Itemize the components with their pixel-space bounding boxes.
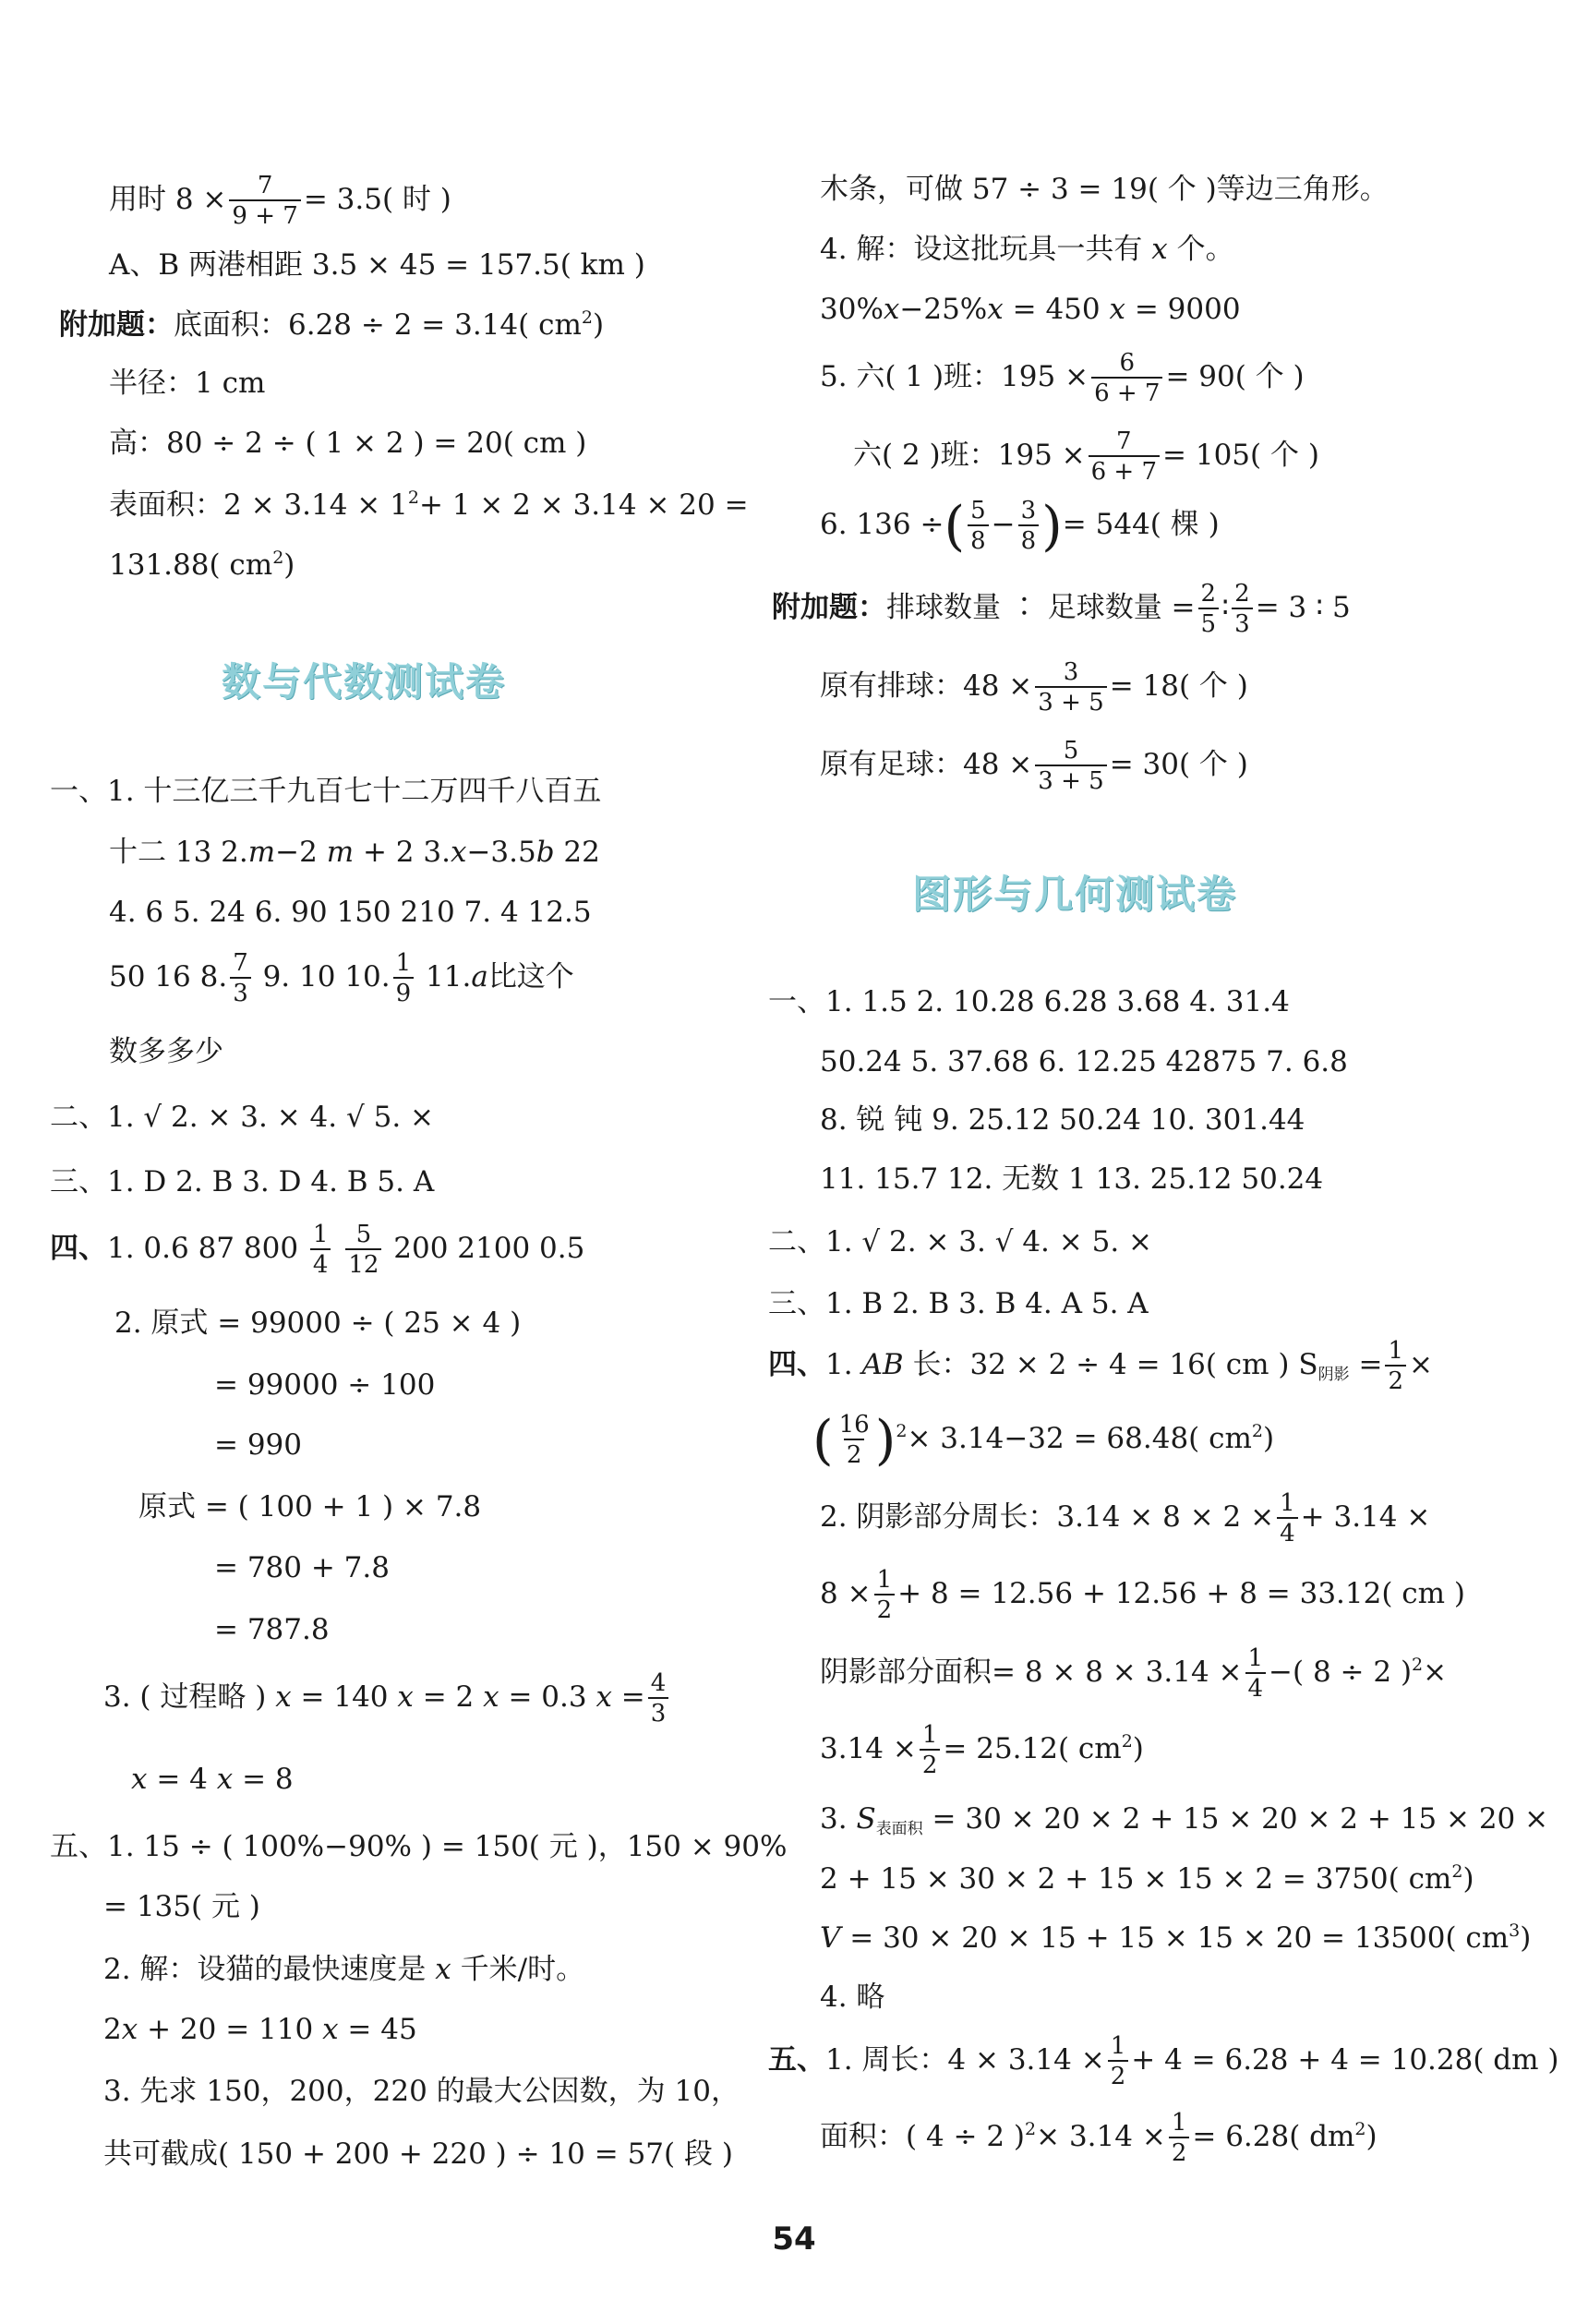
- answer-line: = 135( 元 ): [103, 1890, 260, 1923]
- answer-line: 2x + 20 = 110 x = 45: [103, 2013, 417, 2046]
- fraction: $\frac{1}{2}$: [1385, 1339, 1406, 1393]
- fraction: $\frac{7}{6 + 7}$: [1089, 429, 1160, 484]
- answer-line: V = 30 × 20 × 15 + 15 × 15 × 20 = 13500( $cm^3$): [820, 1921, 1532, 1955]
- fraction: $\frac{1}{2}$: [1169, 2111, 1190, 2165]
- fraction: $\frac{3}{3 + 5}$: [1035, 660, 1106, 715]
- answer-line: = 99000 ÷ 100: [214, 1368, 436, 1402]
- answer-line: 3. ( 过程略 ) x = 140 x = 2 x = 0.3 x = $\frac{4}{3}$: [103, 1671, 671, 1726]
- answer-line: 三、1. D 2. B 3. D 4. B 5. A: [50, 1165, 435, 1198]
- answer-line: 50.24 5. 37.68 6. 12.25 42875 7. 6.8: [820, 1045, 1348, 1078]
- answer-line: 二、1. √ 2. × 3. √ 4. × 5. ×: [768, 1225, 1153, 1258]
- answer-line: 面积：( 4 ÷ 2 )$^2$× 3.14 × $\frac{1}{2}$ = 6.28( $dm^2$): [820, 2109, 1377, 2167]
- answer-line: 11. 15.7 12. 无数 1 13. 25.12 50.24: [820, 1162, 1324, 1196]
- answer-line: 4. 解：设这批玩具一共有 x 个。: [820, 233, 1234, 266]
- answer-line: 8. 锐 钝 9. 25.12 50.24 10. 301.44: [820, 1103, 1305, 1137]
- fraction: $\frac{2}{3}$: [1232, 582, 1253, 636]
- fraction: $\frac{6}{6 + 7}$: [1091, 351, 1162, 405]
- answer-line: 表面积：$2 \times 3.14 \times 1^2+ 1 \times 2 \times 3.14 \times 20$ =: [109, 488, 749, 522]
- bonus-label: 附加题：: [59, 308, 174, 342]
- answer-line: 六( 2 )班：195 × $\frac{7}{6 + 7}$ = 105( 个 ): [853, 427, 1319, 486]
- answer-line: 原式 = ( 100 + 1 ) × 7.8: [138, 1490, 482, 1523]
- answer-line: 3. 先求 150，200，220 的最大公因数，为 10，: [103, 2075, 740, 2108]
- answer-line: 原有足球：48 × $\frac{5}{3 + 5}$ = 30( 个 ): [820, 737, 1248, 795]
- fraction: $\frac{1}{4}$: [1277, 1491, 1298, 1546]
- fraction: $\frac{16}{2}$: [838, 1411, 870, 1469]
- answer-line: = 787.8: [214, 1613, 330, 1646]
- answer-line: 四、1. 0.6 87 800 $\frac{1}{4}$ $\frac{5}{12}$ 200 2100 0.5: [50, 1221, 585, 1279]
- fraction: $\frac{5}{12}$: [345, 1222, 381, 1277]
- answer-line: 50 16 8. $\frac{7}{3}$ 9. 10 10. $\frac{1}{9}$ 11.a比这个: [109, 949, 574, 1007]
- answer-line: 数多多少: [109, 1035, 223, 1068]
- answer-line: 2 + 15 × 30 × 2 + 15 × 15 × 2 = 3750( $cm^2$): [820, 1861, 1474, 1896]
- fraction: $\frac{1}{2}$: [874, 1568, 896, 1622]
- answer-line: 共可截成( 150 + 200 + 220 ) ÷ 10 = 57( 段 ): [103, 2137, 733, 2171]
- answer-line: = 990: [214, 1428, 302, 1462]
- answer-line: 2. 解：设猫的最快速度是 x 千米/时。: [103, 1953, 585, 1986]
- fraction: $\frac{5}{8}$: [968, 499, 989, 553]
- answer-line: 五、1. 周长：4 × 3.14 × $\frac{1}{2}$ + 4 = 6.28 + 4 = 10.28( dm ): [768, 2032, 1559, 2090]
- answer-line: 5. 六( 1 )班：195 × $\frac{6}{6 + 7}$ = 90( 个 ): [820, 349, 1305, 407]
- answer-line: 原有排球：48 × $\frac{3}{3 + 5}$ = 18( 个 ): [820, 658, 1248, 716]
- bonus-label: 附加题：: [772, 591, 886, 624]
- fraction: $\frac{2}{5}$: [1198, 582, 1220, 636]
- answer-line: 2. 阴影部分周长：3.14 × 8 × 2 × $\frac{1}{4}$ + 3.14 ×: [820, 1489, 1431, 1547]
- answer-line: 4. 略: [820, 1981, 885, 2014]
- answer-line: 用时 8 × $\frac{7}{9 + 7}$ = 3.5( 时 ): [109, 172, 451, 230]
- answer-line: 四、1. AB 长：32 × 2 ÷ 4 = 16( cm ) $S_{阴影}$ = $\frac{1}{2}$ ×: [768, 1337, 1433, 1395]
- answer-line: 附加题：底面积：6.28 ÷ 2 = 3.14( $cm^2$): [59, 307, 605, 342]
- answer-line: A、B 两港相距 3.5 × 45 = 157.5( km ): [109, 248, 645, 282]
- section-heading: 数与代数测试卷: [222, 659, 507, 704]
- answer-line: 6. 136 ÷( $\frac{5}{8}$ − $\frac{3}{8}$ )= 544( 棵 ): [820, 494, 1220, 558]
- fraction: $\frac{3}{8}$: [1018, 499, 1040, 553]
- answer-line: 三、1. B 2. B 3. B 4. A 5. A: [768, 1287, 1149, 1320]
- fraction: $\frac{7}{9 + 7}$: [229, 174, 300, 228]
- answer-line: 高：80 ÷ 2 ÷ ( 1 × 2 ) = 20( cm ): [109, 427, 587, 460]
- section-heading: 图形与几何测试卷: [912, 872, 1238, 917]
- answer-line: 木条，可做 57 ÷ 3 = 19( 个 )等边三角形。: [820, 173, 1389, 206]
- answer-line: 30%x−25%x = 450 x = 9000: [820, 293, 1241, 326]
- answer-line: 131.88( $cm^2$): [109, 548, 295, 582]
- answer-line: 一、1. 1.5 2. 10.28 6.28 3.68 4. 31.4: [768, 985, 1290, 1018]
- answer-line: 4. 6 5. 24 6. 90 150 210 7. 4 12.5: [109, 896, 592, 929]
- answer-line: 一、1. 十三亿三千九百七十二万四千八百五: [50, 775, 602, 808]
- fraction: $\frac{4}{3}$: [648, 1671, 669, 1726]
- answer-line: 二、1. √ 2. × 3. × 4. √ 5. ×: [50, 1101, 435, 1134]
- answer-line: 3.14 × $\frac{1}{2}$ = 25.12( $cm^2$): [820, 1721, 1144, 1779]
- answer-line: 附加题：排球数量 ∶ 足球数量 = $\frac{2}{5}$ ∶ $\frac{2}{3}$ = 3 ∶ 5: [772, 580, 1351, 638]
- answer-line: 十二 13 2.m−2 m + 2 3.x−3.5b 22: [109, 836, 600, 869]
- answer-line: 2. 原式 = 99000 ÷ ( 25 × 4 ): [114, 1306, 522, 1340]
- answer-line: = 780 + 7.8: [214, 1551, 390, 1584]
- answer-line: 3. $S_{表面积} = 30 \times 20 \times 2 + 15 \times 20 \times 2 + 15 \times 20$ ×: [820, 1802, 1549, 1838]
- fraction: $\frac{7}{3}$: [230, 951, 251, 1005]
- fraction: $\frac{1}{4}$: [1245, 1646, 1267, 1701]
- answer-line: 阴影部分面积= 8 × 8 × 3.14 × $\frac{1}{4}$ −( 8 ÷ 2 )$^2$×: [820, 1644, 1448, 1703]
- answer-line: 8 × $\frac{1}{2}$ + 8 = 12.56 + 12.56 + 8 = 33.12( cm ): [820, 1566, 1466, 1624]
- answer-line: 半径：1 cm: [109, 367, 266, 400]
- answer-line: ( $\frac{16}{2}$ )$^2$× 3.14−32 = 68.48( $cm^2$): [812, 1408, 1275, 1472]
- fraction: $\frac{5}{3 + 5}$: [1035, 739, 1106, 793]
- fraction: $\frac{1}{4}$: [310, 1222, 331, 1277]
- fraction: $\frac{1}{2}$: [920, 1723, 941, 1777]
- answer-line: x = 4 x = 8: [131, 1763, 294, 1796]
- fraction: $\frac{1}{2}$: [1108, 2034, 1129, 2089]
- answer-line: 五、1. 15 ÷ ( 100%−90% ) = 150( 元 )，150 × 90%: [50, 1830, 788, 1863]
- fraction: $\frac{1}{9}$: [393, 951, 415, 1005]
- page-number: 54: [772, 2221, 816, 2258]
